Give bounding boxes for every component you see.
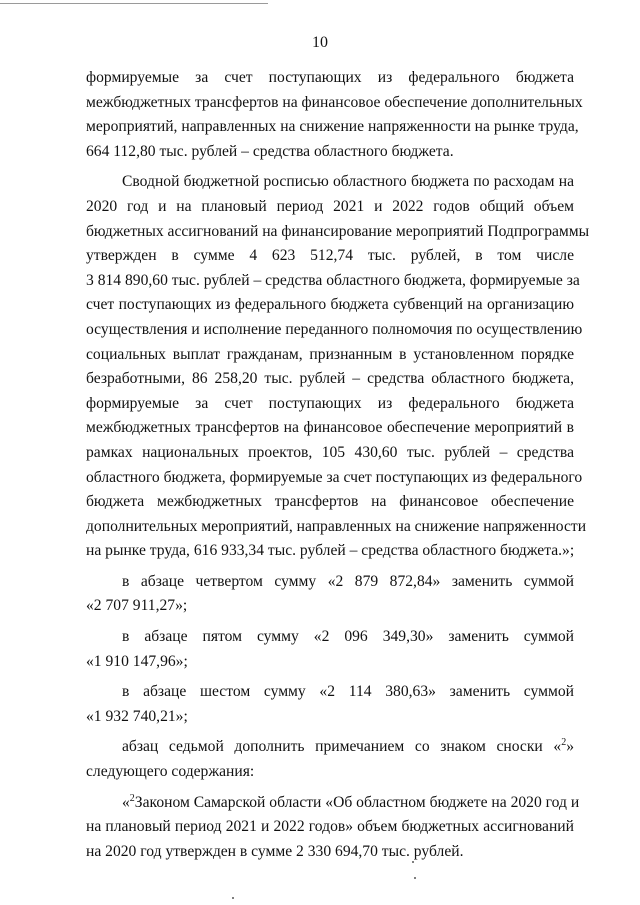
- paragraph-6-close-quote: »: [566, 738, 574, 756]
- paragraph-2-line: утвержден в сумме 4 623 512,74 тыс. рублей, в том числе: [86, 247, 574, 265]
- paragraph-3: [86, 570, 574, 619]
- document-body: [86, 66, 590, 864]
- paragraph-3-line: «2 707 911,27»;: [86, 597, 188, 615]
- paragraph-2-line: областного бюджета, формируемые за счет поступающих из федерального: [86, 468, 583, 486]
- paragraph-2-line: дополнительных мероприятий, направленных на снижение напряженности: [86, 517, 587, 535]
- paragraph-4: [86, 625, 574, 674]
- paragraph-2-line: Сводной бюджетной росписью областного бюджета по расходам на: [122, 173, 574, 191]
- paragraph-4-line: в абзаце пятом сумму «2 096 349,30» заменить суммой: [122, 628, 574, 646]
- paragraph-6-text: абзац седьмой дополнить примечанием со знаком сноски «: [122, 738, 562, 756]
- scan-speck: [412, 861, 414, 863]
- paragraph-2-line: безработными, 86 258,20 тыс. рублей – средства областного бюджета,: [86, 370, 574, 388]
- paragraph-2: [86, 170, 590, 564]
- paragraph-2-line: осуществления и исполнение переданного полномочия по осуществлению: [86, 320, 583, 338]
- paragraph-5: [86, 680, 574, 729]
- paragraph-6-line: следующего содержания:: [86, 763, 255, 781]
- top-rule: [0, 3, 268, 4]
- paragraph-7-line: на плановый период 2021 и 2022 годов» объем бюджетных ассигнований: [86, 818, 574, 836]
- scan-speck: [232, 897, 234, 899]
- paragraph-2-line: 3 814 890,60 тыс. рублей – средства областного бюджета, формируемые за: [86, 271, 580, 289]
- footnote-mark: 2: [129, 792, 135, 804]
- scan-speck: [414, 877, 416, 879]
- paragraph-4-line: «1 910 147,96»;: [86, 652, 188, 670]
- paragraph-7: [86, 791, 580, 865]
- paragraph-1-line: 664 112,80 тыс. рублей – средства областного бюджета.: [86, 142, 454, 160]
- paragraph-2-line: межбюджетных трансфертов на финансовое обеспечение мероприятий в: [86, 419, 574, 437]
- paragraph-2-line: бюджета межбюджетных трансфертов на финансовое обеспечение: [86, 493, 574, 511]
- paragraph-5-line: «1 932 740,21»;: [86, 707, 188, 725]
- paragraph-2-line: формируемые за счет поступающих из федерального бюджета: [86, 394, 574, 412]
- paragraph-2-line: на рынке труда, 616 933,34 тыс. рублей – средства областного бюджета.»;: [86, 542, 575, 560]
- paragraph-7-line: на 2020 год утвержден в сумме 2 330 694,70 тыс. рублей.: [86, 842, 464, 860]
- paragraph-7-line: [86, 791, 580, 816]
- paragraph-2-line: рамках национальных проектов, 105 430,60 тыс. рублей – средства: [86, 443, 574, 461]
- paragraph-3-line: в абзаце четвертом сумму «2 879 872,84» заменить суммой: [122, 572, 574, 590]
- paragraph-2-line: счет поступающих из федерального бюджета субвенций на организацию: [86, 296, 574, 314]
- paragraph-5-line: в абзаце шестом сумму «2 114 380,63» заменить суммой: [122, 683, 574, 701]
- paragraph-7-open-quote: «: [122, 793, 130, 811]
- paragraph-2-line: социальных выплат гражданам, признанным в установленном порядке: [86, 345, 574, 363]
- page-number: 10: [312, 34, 328, 51]
- paragraph-1: [86, 66, 583, 164]
- paragraph-2-line: бюджетных ассигнований на финансирование мероприятий Подпрограммы: [86, 222, 590, 240]
- paragraph-2-line: 2020 год и на плановый период 2021 и 2022 годов общий объем: [86, 197, 574, 215]
- paragraph-6: [86, 735, 574, 784]
- paragraph-7-text: Законом Самарской области «Об областном бюджете на 2020 год и: [134, 793, 580, 811]
- paragraph-1-line: межбюджетных трансфертов на финансовое обеспечение дополнительных: [86, 93, 583, 111]
- paragraph-1-line: мероприятий, направленных на снижение напряженности на рынке труда,: [86, 118, 579, 136]
- paragraph-6-line: [86, 735, 574, 760]
- footnote-mark: 2: [561, 737, 567, 749]
- paragraph-1-line: формируемые за счет поступающих из федерального бюджета: [86, 69, 574, 86]
